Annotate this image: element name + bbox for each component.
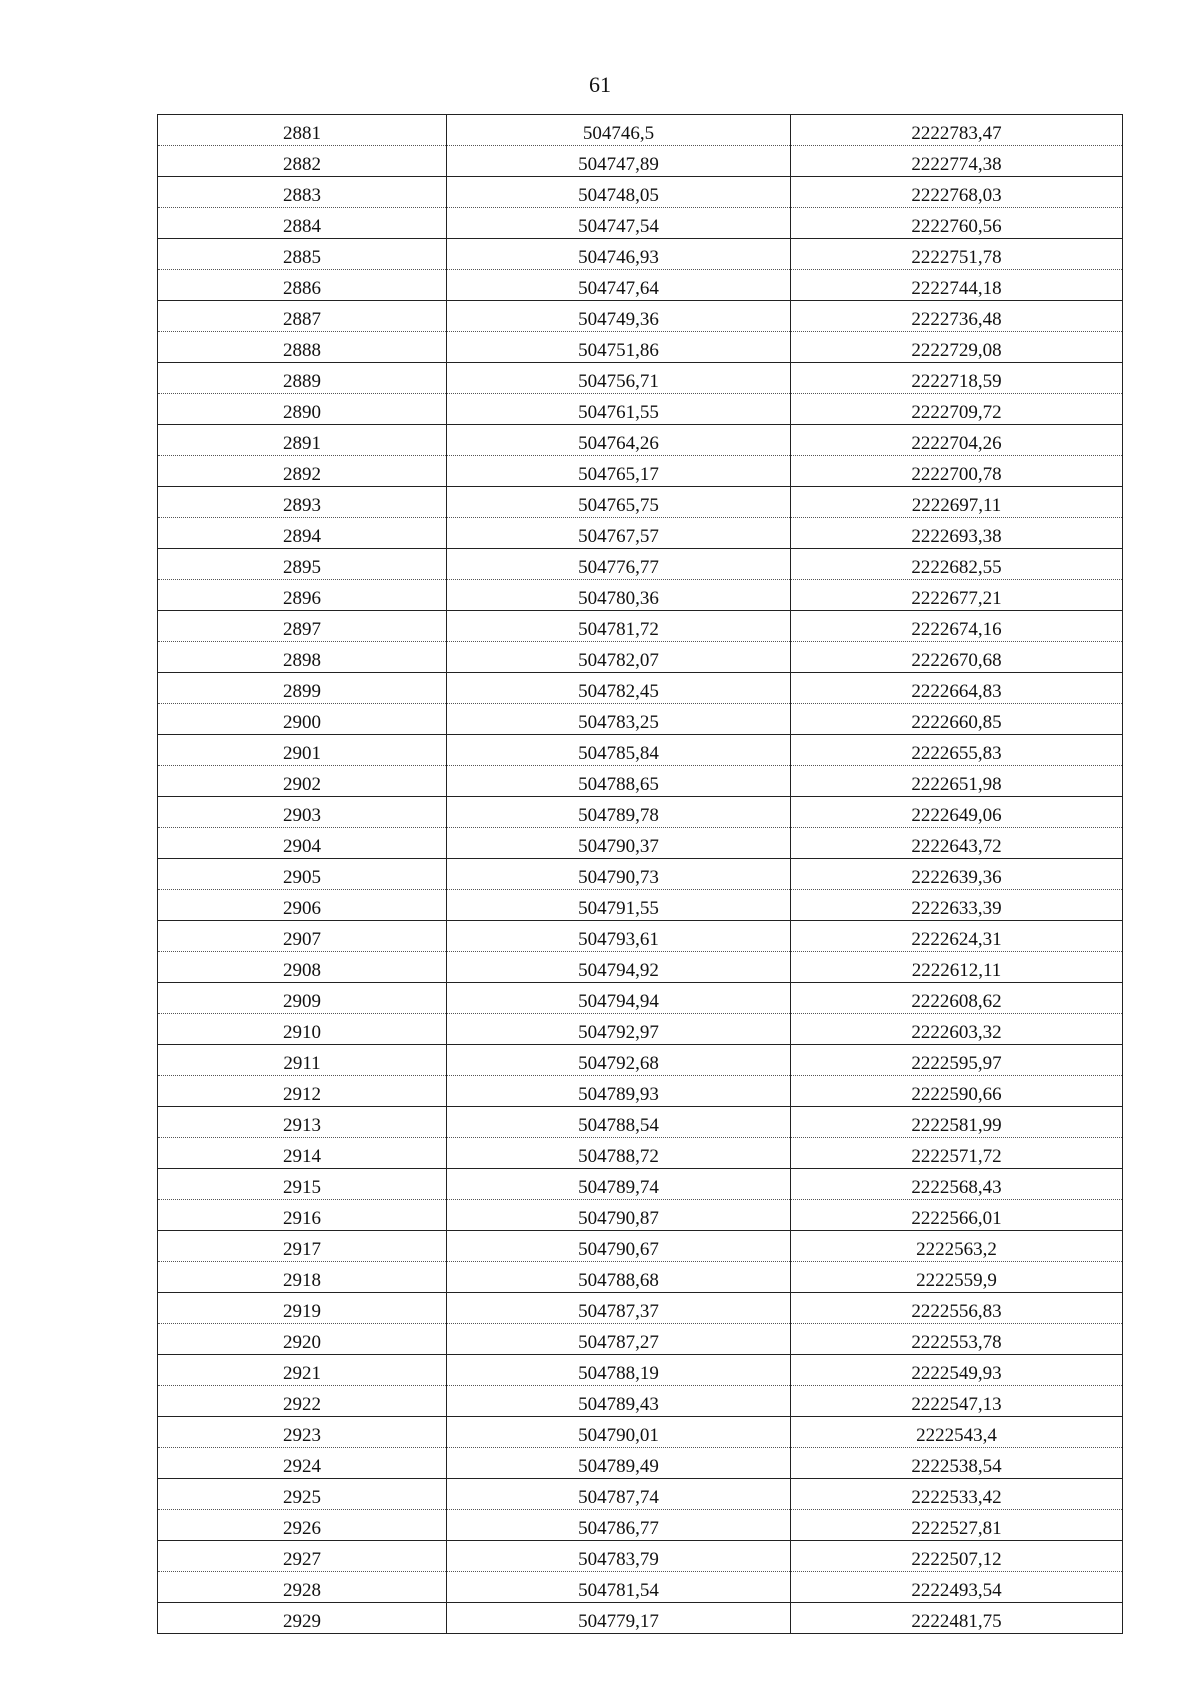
table-row (158, 1417, 1123, 1448)
table-row (158, 1324, 1123, 1355)
point-number-cell: 2884 (158, 208, 447, 239)
point-number-cell: 2910 (158, 1014, 447, 1045)
x-coordinate-cell: 504789,78 (447, 797, 791, 828)
x-coordinate-cell: 504765,17 (447, 456, 791, 487)
y-coordinate-cell: 2222670,68 (791, 642, 1123, 673)
x-coordinate-cell: 504790,37 (447, 828, 791, 859)
y-coordinate-cell: 2222563,2 (791, 1231, 1123, 1262)
point-number-cell: 2886 (158, 270, 447, 301)
table-row (158, 859, 1123, 890)
point-number-cell: 2898 (158, 642, 447, 673)
y-coordinate-cell: 2222595,97 (791, 1045, 1123, 1076)
y-coordinate-cell: 2222760,56 (791, 208, 1123, 239)
y-coordinate-cell: 2222682,55 (791, 549, 1123, 580)
y-coordinate-cell: 2222744,18 (791, 270, 1123, 301)
y-coordinate-cell: 2222493,54 (791, 1572, 1123, 1603)
table-row (158, 673, 1123, 704)
y-coordinate-cell: 2222736,48 (791, 301, 1123, 332)
x-coordinate-cell: 504789,43 (447, 1386, 791, 1417)
point-number-cell: 2887 (158, 301, 447, 332)
table-row (158, 611, 1123, 642)
point-number-cell: 2907 (158, 921, 447, 952)
point-number-cell: 2893 (158, 487, 447, 518)
x-coordinate-cell: 504780,36 (447, 580, 791, 611)
x-coordinate-cell: 504790,87 (447, 1200, 791, 1231)
point-number-cell: 2883 (158, 177, 447, 208)
point-number-cell: 2906 (158, 890, 447, 921)
y-coordinate-cell: 2222700,78 (791, 456, 1123, 487)
y-coordinate-cell: 2222590,66 (791, 1076, 1123, 1107)
y-coordinate-cell: 2222718,59 (791, 363, 1123, 394)
table-row (158, 704, 1123, 735)
x-coordinate-cell: 504781,54 (447, 1572, 791, 1603)
point-number-cell: 2924 (158, 1448, 447, 1479)
x-coordinate-cell: 504789,49 (447, 1448, 791, 1479)
table-row (158, 921, 1123, 952)
x-coordinate-cell: 504788,54 (447, 1107, 791, 1138)
x-coordinate-cell: 504783,79 (447, 1541, 791, 1572)
x-coordinate-cell: 504789,74 (447, 1169, 791, 1200)
point-number-cell: 2923 (158, 1417, 447, 1448)
point-number-cell: 2919 (158, 1293, 447, 1324)
y-coordinate-cell: 2222581,99 (791, 1107, 1123, 1138)
y-coordinate-cell: 2222624,31 (791, 921, 1123, 952)
x-coordinate-cell: 504792,68 (447, 1045, 791, 1076)
y-coordinate-cell: 2222633,39 (791, 890, 1123, 921)
coordinates-table (157, 114, 1123, 1634)
x-coordinate-cell: 504788,65 (447, 766, 791, 797)
y-coordinate-cell: 2222538,54 (791, 1448, 1123, 1479)
x-coordinate-cell: 504756,71 (447, 363, 791, 394)
x-coordinate-cell: 504782,45 (447, 673, 791, 704)
table-row (158, 518, 1123, 549)
table-row (158, 1386, 1123, 1417)
y-coordinate-cell: 2222664,83 (791, 673, 1123, 704)
point-number-cell: 2889 (158, 363, 447, 394)
y-coordinate-cell: 2222697,11 (791, 487, 1123, 518)
x-coordinate-cell: 504783,25 (447, 704, 791, 735)
table-row (158, 1355, 1123, 1386)
point-number-cell: 2901 (158, 735, 447, 766)
x-coordinate-cell: 504788,68 (447, 1262, 791, 1293)
point-number-cell: 2912 (158, 1076, 447, 1107)
x-coordinate-cell: 504751,86 (447, 332, 791, 363)
table-row (158, 1138, 1123, 1169)
table-row (158, 1014, 1123, 1045)
table-row (158, 1479, 1123, 1510)
point-number-cell: 2892 (158, 456, 447, 487)
table-row (158, 208, 1123, 239)
table-row (158, 363, 1123, 394)
y-coordinate-cell: 2222649,06 (791, 797, 1123, 828)
x-coordinate-cell: 504746,5 (447, 115, 791, 146)
point-number-cell: 2925 (158, 1479, 447, 1510)
table-row (158, 1572, 1123, 1603)
x-coordinate-cell: 504790,73 (447, 859, 791, 890)
y-coordinate-cell: 2222481,75 (791, 1603, 1123, 1634)
x-coordinate-cell: 504785,84 (447, 735, 791, 766)
point-number-cell: 2881 (158, 115, 447, 146)
point-number-cell: 2909 (158, 983, 447, 1014)
x-coordinate-cell: 504789,93 (447, 1076, 791, 1107)
y-coordinate-cell: 2222643,72 (791, 828, 1123, 859)
x-coordinate-cell: 504747,89 (447, 146, 791, 177)
table-row (158, 766, 1123, 797)
y-coordinate-cell: 2222527,81 (791, 1510, 1123, 1541)
x-coordinate-cell: 504782,07 (447, 642, 791, 673)
point-number-cell: 2911 (158, 1045, 447, 1076)
point-number-cell: 2899 (158, 673, 447, 704)
table-row (158, 1107, 1123, 1138)
y-coordinate-cell: 2222674,16 (791, 611, 1123, 642)
point-number-cell: 2888 (158, 332, 447, 363)
point-number-cell: 2926 (158, 1510, 447, 1541)
x-coordinate-cell: 504767,57 (447, 518, 791, 549)
x-coordinate-cell: 504794,92 (447, 952, 791, 983)
table-row (158, 1262, 1123, 1293)
y-coordinate-cell: 2222533,42 (791, 1479, 1123, 1510)
table-row (158, 1510, 1123, 1541)
y-coordinate-cell: 2222693,38 (791, 518, 1123, 549)
x-coordinate-cell: 504788,72 (447, 1138, 791, 1169)
y-coordinate-cell: 2222553,78 (791, 1324, 1123, 1355)
y-coordinate-cell: 2222660,85 (791, 704, 1123, 735)
table-row (158, 1603, 1123, 1634)
point-number-cell: 2903 (158, 797, 447, 828)
y-coordinate-cell: 2222677,21 (791, 580, 1123, 611)
y-coordinate-cell: 2222543,4 (791, 1417, 1123, 1448)
table-row (158, 239, 1123, 270)
x-coordinate-cell: 504793,61 (447, 921, 791, 952)
table-row (158, 146, 1123, 177)
x-coordinate-cell: 504776,77 (447, 549, 791, 580)
y-coordinate-cell: 2222751,78 (791, 239, 1123, 270)
point-number-cell: 2900 (158, 704, 447, 735)
x-coordinate-cell: 504787,27 (447, 1324, 791, 1355)
table-row (158, 115, 1123, 146)
x-coordinate-cell: 504747,64 (447, 270, 791, 301)
point-number-cell: 2915 (158, 1169, 447, 1200)
table-row (158, 1169, 1123, 1200)
x-coordinate-cell: 504787,37 (447, 1293, 791, 1324)
table-body (158, 115, 1123, 1634)
y-coordinate-cell: 2222655,83 (791, 735, 1123, 766)
y-coordinate-cell: 2222547,13 (791, 1386, 1123, 1417)
table-row (158, 1045, 1123, 1076)
point-number-cell: 2927 (158, 1541, 447, 1572)
x-coordinate-cell: 504786,77 (447, 1510, 791, 1541)
table-row (158, 735, 1123, 766)
y-coordinate-cell: 2222768,03 (791, 177, 1123, 208)
point-number-cell: 2913 (158, 1107, 447, 1138)
table-row (158, 1231, 1123, 1262)
point-number-cell: 2882 (158, 146, 447, 177)
table-row (158, 425, 1123, 456)
table-row (158, 642, 1123, 673)
point-number-cell: 2902 (158, 766, 447, 797)
table-row (158, 1076, 1123, 1107)
x-coordinate-cell: 504787,74 (447, 1479, 791, 1510)
y-coordinate-cell: 2222507,12 (791, 1541, 1123, 1572)
table-row (158, 456, 1123, 487)
y-coordinate-cell: 2222549,93 (791, 1355, 1123, 1386)
y-coordinate-cell: 2222639,36 (791, 859, 1123, 890)
x-coordinate-cell: 504749,36 (447, 301, 791, 332)
point-number-cell: 2895 (158, 549, 447, 580)
x-coordinate-cell: 504790,67 (447, 1231, 791, 1262)
x-coordinate-cell: 504764,26 (447, 425, 791, 456)
table-row (158, 487, 1123, 518)
y-coordinate-cell: 2222612,11 (791, 952, 1123, 983)
y-coordinate-cell: 2222709,72 (791, 394, 1123, 425)
point-number-cell: 2891 (158, 425, 447, 456)
table-row (158, 828, 1123, 859)
y-coordinate-cell: 2222704,26 (791, 425, 1123, 456)
x-coordinate-cell: 504779,17 (447, 1603, 791, 1634)
x-coordinate-cell: 504747,54 (447, 208, 791, 239)
point-number-cell: 2890 (158, 394, 447, 425)
point-number-cell: 2904 (158, 828, 447, 859)
table-row (158, 797, 1123, 828)
point-number-cell: 2921 (158, 1355, 447, 1386)
point-number-cell: 2917 (158, 1231, 447, 1262)
y-coordinate-cell: 2222608,62 (791, 983, 1123, 1014)
table-row (158, 549, 1123, 580)
table-row (158, 1541, 1123, 1572)
point-number-cell: 2916 (158, 1200, 447, 1231)
y-coordinate-cell: 2222651,98 (791, 766, 1123, 797)
point-number-cell: 2908 (158, 952, 447, 983)
point-number-cell: 2914 (158, 1138, 447, 1169)
table-row (158, 332, 1123, 363)
table-row (158, 394, 1123, 425)
y-coordinate-cell: 2222568,43 (791, 1169, 1123, 1200)
table-row (158, 952, 1123, 983)
x-coordinate-cell: 504790,01 (447, 1417, 791, 1448)
table-row (158, 580, 1123, 611)
y-coordinate-cell: 2222729,08 (791, 332, 1123, 363)
x-coordinate-cell: 504792,97 (447, 1014, 791, 1045)
table-row (158, 890, 1123, 921)
y-coordinate-cell: 2222774,38 (791, 146, 1123, 177)
table-row (158, 1200, 1123, 1231)
point-number-cell: 2885 (158, 239, 447, 270)
x-coordinate-cell: 504765,75 (447, 487, 791, 518)
table-row (158, 301, 1123, 332)
point-number-cell: 2896 (158, 580, 447, 611)
point-number-cell: 2922 (158, 1386, 447, 1417)
point-number-cell: 2929 (158, 1603, 447, 1634)
table-row (158, 177, 1123, 208)
x-coordinate-cell: 504781,72 (447, 611, 791, 642)
point-number-cell: 2928 (158, 1572, 447, 1603)
x-coordinate-cell: 504746,93 (447, 239, 791, 270)
y-coordinate-cell: 2222603,32 (791, 1014, 1123, 1045)
table-row (158, 270, 1123, 301)
y-coordinate-cell: 2222556,83 (791, 1293, 1123, 1324)
x-coordinate-cell: 504788,19 (447, 1355, 791, 1386)
y-coordinate-cell: 2222559,9 (791, 1262, 1123, 1293)
table-row (158, 983, 1123, 1014)
x-coordinate-cell: 504794,94 (447, 983, 791, 1014)
y-coordinate-cell: 2222783,47 (791, 115, 1123, 146)
x-coordinate-cell: 504791,55 (447, 890, 791, 921)
page-number: 61 (589, 72, 611, 97)
point-number-cell: 2905 (158, 859, 447, 890)
table-row (158, 1448, 1123, 1479)
point-number-cell: 2894 (158, 518, 447, 549)
point-number-cell: 2897 (158, 611, 447, 642)
y-coordinate-cell: 2222571,72 (791, 1138, 1123, 1169)
y-coordinate-cell: 2222566,01 (791, 1200, 1123, 1231)
point-number-cell: 2918 (158, 1262, 447, 1293)
x-coordinate-cell: 504748,05 (447, 177, 791, 208)
x-coordinate-cell: 504761,55 (447, 394, 791, 425)
table-row (158, 1293, 1123, 1324)
point-number-cell: 2920 (158, 1324, 447, 1355)
